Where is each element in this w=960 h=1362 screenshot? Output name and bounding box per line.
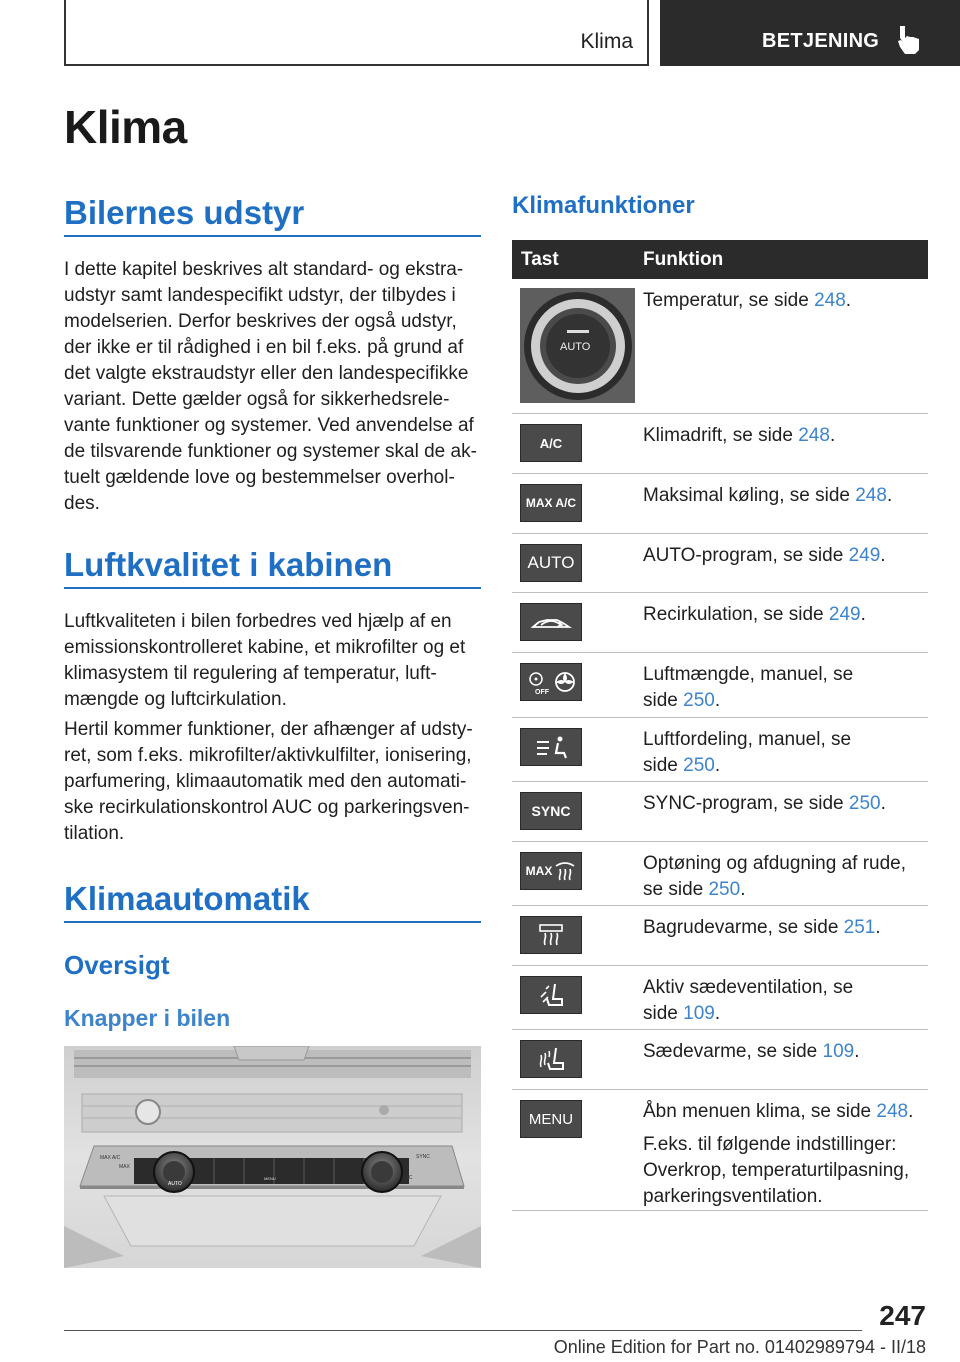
row-function-text: Klimadrift, se side 248. bbox=[643, 425, 836, 446]
page-link[interactable]: 109 bbox=[683, 1003, 715, 1024]
page-link[interactable]: 249 bbox=[828, 604, 861, 625]
heading-rule bbox=[64, 587, 481, 589]
page-link[interactable]: 250 bbox=[683, 690, 715, 711]
page-link[interactable]: 251 bbox=[843, 917, 876, 938]
heading-rule bbox=[64, 235, 481, 237]
table-row bbox=[512, 474, 928, 534]
rear-window-heating-button-icon bbox=[520, 916, 582, 954]
table-row bbox=[512, 279, 928, 414]
heading-bilernes-udstyr: Bilernes udstyr bbox=[64, 194, 305, 231]
page-link[interactable]: 250 bbox=[683, 755, 715, 776]
page-link[interactable]: 250 bbox=[708, 879, 741, 900]
row-function-text: Maksimal køling, se side 248. bbox=[643, 485, 893, 506]
row-function-text: Luftmængde, manuel, se side 250. bbox=[643, 664, 854, 711]
row-function-text: Luftfordeling, manuel, se side 250. bbox=[643, 729, 852, 776]
pointing-hand-icon bbox=[896, 24, 922, 56]
col-header-key: Tast bbox=[521, 249, 559, 270]
knob-auto-label: AUTO bbox=[560, 341, 591, 353]
header-section-box bbox=[64, 0, 649, 66]
paragraph-luftkvalitet-2: Hertil kommer funktioner, der afhænger af udsty- ret, som f.eks. mikrofilter/aktivkulfilter, ionisering, parfumering, klimaautomatik med den automati- ske recirkulationskontrol AUC og parkeringsven- tilation. bbox=[64, 719, 473, 844]
heading-luftkvalitet: Luftkvalitet i kabinen bbox=[64, 546, 393, 583]
table-row bbox=[512, 414, 928, 474]
table-row bbox=[512, 1030, 928, 1090]
header-chapter-tab bbox=[660, 0, 960, 66]
table-row bbox=[512, 534, 928, 593]
klimafunktioner-table bbox=[512, 240, 928, 1211]
klimafunktioner-title: Klimafunktioner bbox=[512, 192, 695, 219]
seat-ventilation-button-icon bbox=[520, 976, 582, 1014]
footer-rule bbox=[64, 1330, 862, 1331]
row-function-text: Bagrudevarme, se side 251. bbox=[643, 917, 881, 938]
table-row bbox=[512, 906, 928, 966]
panel-label-sync: SYNC bbox=[416, 1154, 430, 1160]
panel-label-ac: A/C bbox=[404, 1175, 413, 1181]
fan-speed-button-icon bbox=[520, 663, 582, 701]
page-link[interactable]: 250 bbox=[848, 793, 881, 814]
subheading-oversigt: Oversigt bbox=[64, 950, 170, 980]
panel-label-menu: MENU bbox=[264, 1176, 276, 1181]
heading-klimaautomatik: Klimaautomatik bbox=[64, 880, 310, 917]
table-row bbox=[512, 653, 928, 718]
subheading-knapper-i-bilen: Knapper i bilen bbox=[64, 1005, 231, 1031]
table-row bbox=[512, 782, 928, 842]
table-header bbox=[512, 240, 928, 279]
menu-button-icon: MENU bbox=[520, 1100, 582, 1138]
row-function-text: Recirkulation, se side 249. bbox=[643, 604, 866, 625]
header-chapter-label: BETJENING bbox=[762, 30, 880, 52]
paragraph-luftkvalitet-1: Luftkvaliteten i bilen forbedres ved hjælp af en emissionskontrolleret kabine, et mikrofilter og et klimasystem til regulering af temperatur, luft- mængde og luftcirkulation. bbox=[64, 611, 466, 710]
table-row bbox=[512, 842, 928, 906]
row-function-text: Åbn menuen klima, se side 248. F.eks. til følgende indstillinger: Overkrop, temperaturtilpasning, parkeringsventilation. bbox=[643, 1101, 914, 1207]
row-function-text: Sædevarme, se side 109. bbox=[643, 1041, 860, 1062]
header-section-label: Klima bbox=[580, 30, 633, 53]
page-link[interactable]: 248 bbox=[798, 425, 830, 446]
page-link[interactable]: 249 bbox=[848, 545, 881, 566]
max-ac-button-icon: MAX A/C bbox=[520, 484, 582, 522]
col-header-function: Funktion bbox=[643, 249, 724, 270]
paragraph-bilernes-udstyr: I dette kapitel beskrives alt standard- og ekstra- udstyr samt landespecifikt udstyr, der tilbydes i modelserien. Derfor beskrives der også udstyr, der ikke er til rådighed i en bil f.eks. på grund af det valgte ekstraudstyr eller den landespecifikke variant. Dette gælder også for sikkerhedsrele- vante funktioner og systemer. Ved anvendelse af de tilsvarende funktioner og systemer skal de ak- tuelt gældende love og bestemmelser overhol- des. bbox=[64, 259, 477, 514]
panel-label-auto: AUTO bbox=[168, 1181, 182, 1187]
row-function-text: AUTO-program, se side 249. bbox=[643, 545, 886, 566]
panel-label-max: MAX bbox=[119, 1164, 130, 1170]
seat-heating-button-icon bbox=[520, 1040, 582, 1078]
max-defrost-button-icon: MAX bbox=[520, 852, 582, 890]
page-link[interactable]: 248 bbox=[814, 290, 846, 311]
row-function-text: Aktiv sædeventilation, se side 109. bbox=[643, 977, 854, 1024]
row-function-text: SYNC-program, se side 250. bbox=[643, 793, 886, 814]
row-function-text: Optøning og afdugning af rude, se side 250. bbox=[643, 853, 907, 900]
row-function-text: Temperatur, se side 248. bbox=[643, 290, 852, 311]
temperature-knob-icon bbox=[520, 288, 635, 403]
table-row bbox=[512, 1090, 928, 1211]
page-number: 247 bbox=[879, 1300, 926, 1331]
auto-button-icon: AUTO bbox=[520, 544, 582, 582]
recirculation-button-icon bbox=[520, 603, 582, 641]
table-row bbox=[512, 718, 928, 782]
sync-button-icon: SYNC bbox=[520, 792, 582, 830]
air-distribution-button-icon bbox=[520, 728, 582, 766]
page-link[interactable]: 248 bbox=[855, 485, 887, 506]
ac-button-icon: A/C bbox=[520, 424, 582, 462]
climate-control-panel-image bbox=[64, 1046, 481, 1268]
panel-label-max-ac: MAX A/C bbox=[100, 1155, 121, 1161]
footer-edition: Online Edition for Part no. 01402989794 - II/18 bbox=[553, 1337, 926, 1357]
heading-rule bbox=[64, 921, 481, 923]
table-row bbox=[512, 966, 928, 1030]
page-link[interactable]: 248 bbox=[876, 1101, 909, 1122]
page-link[interactable]: 109 bbox=[822, 1041, 855, 1062]
fan-off-label: OFF bbox=[535, 689, 549, 696]
table-row bbox=[512, 593, 928, 653]
page-title: Klima bbox=[64, 101, 187, 153]
